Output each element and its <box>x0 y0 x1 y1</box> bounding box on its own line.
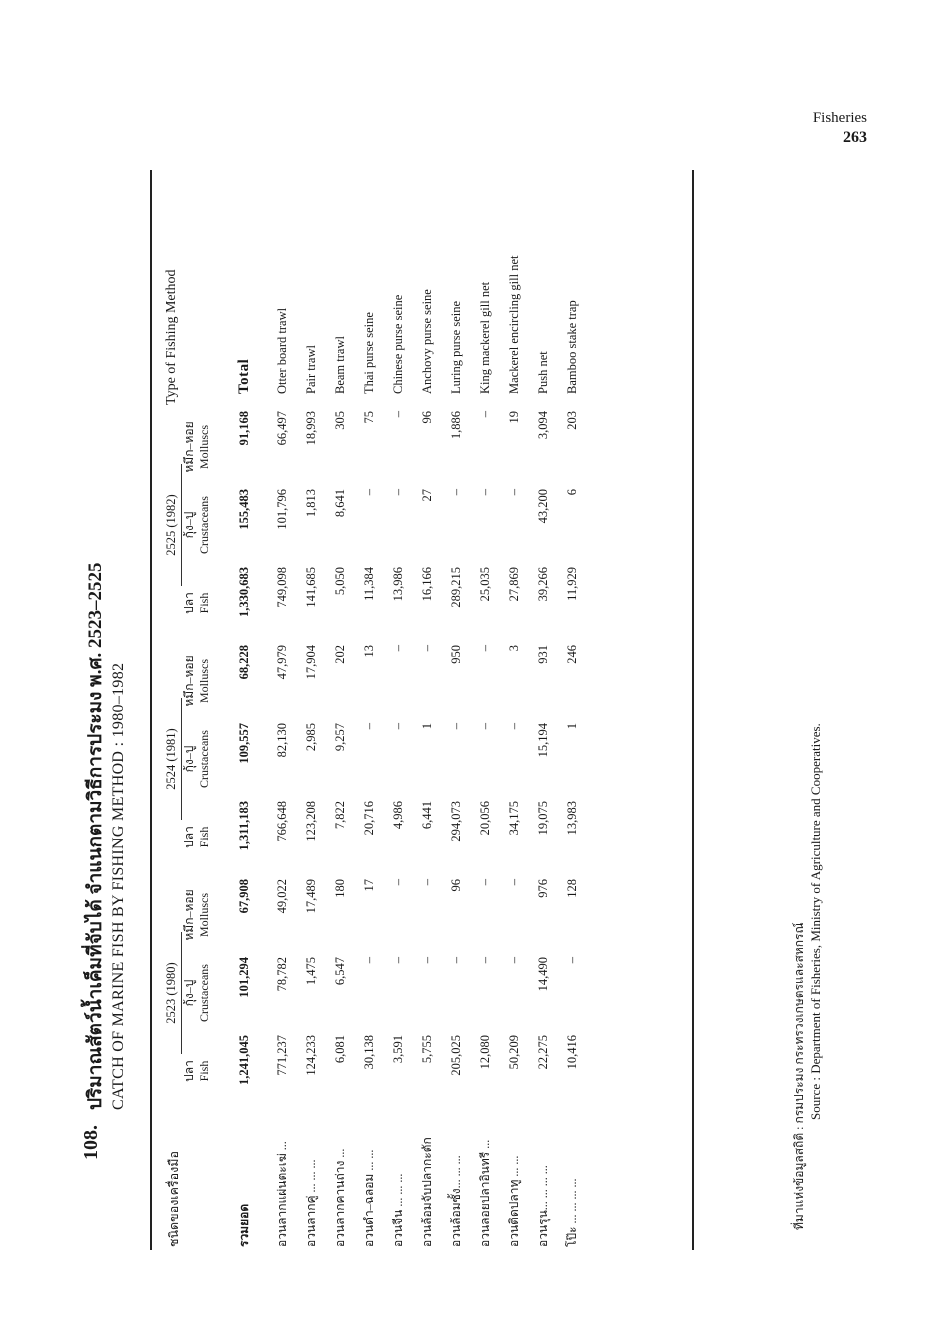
subheader-crustaceans: กุ้ง–ปู Crustaceans <box>182 730 211 788</box>
method-name-thai: อวนดำ–ฉลอม ... ... <box>362 1149 376 1247</box>
year-header-1982: 2525 (1982) <box>152 408 182 642</box>
method-name-thai: รวมยอด <box>236 1203 251 1247</box>
value-cell: 78,782 <box>275 957 289 992</box>
total-row <box>220 170 268 1250</box>
value-cell: 1,886 <box>449 411 463 440</box>
table-row <box>471 170 500 1250</box>
value-cell: 16,166 <box>420 567 434 602</box>
year-header-1980: 2523 (1980) <box>152 876 182 1110</box>
value-cell: 1 <box>565 723 579 730</box>
method-name-english: Thai purse seine <box>362 312 376 394</box>
value-cell: 17,489 <box>304 879 318 914</box>
method-name-english: Mackerel encircling gill net <box>507 255 521 394</box>
value-cell: 13 <box>362 645 376 658</box>
value-cell: – <box>420 879 434 886</box>
value-cell: 8,641 <box>333 489 347 518</box>
value-cell: – <box>507 723 521 730</box>
type-header-english: Type of Fishing Method <box>164 269 179 405</box>
value-cell: 5,755 <box>420 1035 434 1064</box>
value-cell: 155,483 <box>236 489 251 530</box>
method-name-english: Push net <box>536 351 550 394</box>
method-name-english: Chinese purse seine <box>391 294 405 394</box>
value-cell: 289,215 <box>449 567 463 608</box>
value-cell: 101,796 <box>275 489 289 530</box>
value-cell: 19,075 <box>536 801 550 836</box>
method-name-thai: อวนล้อมจับปลากะตัก <box>420 1137 434 1247</box>
value-cell: 1 <box>420 723 434 730</box>
subheader-molluscs: หมึก–หอย Molluscs <box>182 889 211 941</box>
value-cell: 202 <box>333 645 347 664</box>
value-cell: – <box>362 957 376 964</box>
value-cell: – <box>391 723 405 730</box>
value-cell: – <box>420 957 434 964</box>
table-row <box>413 170 442 1250</box>
subheader-molluscs: หมึก–หอย Molluscs <box>182 421 211 473</box>
value-cell: 203 <box>565 411 579 430</box>
value-cell: – <box>449 723 463 730</box>
value-cell: 3,094 <box>536 411 550 440</box>
value-cell: 1,311,183 <box>236 801 251 851</box>
value-cell: 7,822 <box>333 801 347 830</box>
value-cell: 96 <box>420 411 434 424</box>
value-cell: 11,384 <box>362 567 376 601</box>
value-cell: 82,130 <box>275 723 289 758</box>
method-name-english: Bamboo stake trap <box>565 300 579 394</box>
table-row <box>384 170 413 1250</box>
value-cell: – <box>391 879 405 886</box>
value-cell: – <box>507 957 521 964</box>
table-row <box>442 170 471 1250</box>
value-cell: 2,985 <box>304 723 318 752</box>
page-header <box>813 108 867 148</box>
value-cell: – <box>391 489 405 496</box>
value-cell: – <box>478 645 492 652</box>
table-row <box>355 170 384 1250</box>
table-row <box>326 170 355 1250</box>
method-name-english: Luring purse seine <box>449 300 463 394</box>
value-cell: 27 <box>420 489 434 502</box>
subheader-fish: ปลา Fish <box>182 1060 211 1082</box>
section-name: Fisheries <box>812 110 867 126</box>
value-cell: 6,081 <box>333 1035 347 1064</box>
value-cell: 17,904 <box>304 645 318 680</box>
value-cell: 1,813 <box>304 489 318 518</box>
title-english: CATCH OF MARINE FISH BY FISHING METHOD : 1980–1982 <box>110 662 127 1110</box>
value-cell: 34,175 <box>507 801 521 836</box>
subheader-fish: ปลา Fish <box>182 592 211 614</box>
method-name-thai: อวนรุน... ... ... ... <box>536 1165 550 1247</box>
value-cell: – <box>449 489 463 496</box>
method-name-thai: อวนล้อมซั้ง... ... ... <box>449 1155 463 1247</box>
value-cell: 11,929 <box>565 567 579 601</box>
value-cell: 17 <box>362 879 376 892</box>
value-cell: 4,986 <box>391 801 405 830</box>
value-cell: – <box>478 957 492 964</box>
method-name-english: Otter board trawl <box>275 307 289 394</box>
value-cell: – <box>478 489 492 496</box>
value-cell: 305 <box>333 411 347 430</box>
value-cell: 123,208 <box>304 801 318 842</box>
value-cell: – <box>507 879 521 886</box>
value-cell: 91,168 <box>236 411 251 446</box>
value-cell: 128 <box>565 879 579 898</box>
value-cell: – <box>362 489 376 496</box>
value-cell: 931 <box>536 645 550 664</box>
value-cell: 27,869 <box>507 567 521 602</box>
value-cell: 12,080 <box>478 1035 492 1070</box>
subheader-crustaceans: กุ้ง–ปู Crustaceans <box>182 964 211 1022</box>
value-cell: 50,209 <box>507 1035 521 1070</box>
value-cell: 10,416 <box>565 1035 579 1070</box>
value-cell: 9,257 <box>333 723 347 752</box>
value-cell: 180 <box>333 879 347 898</box>
table-row <box>558 170 587 1250</box>
source-notes <box>790 170 830 1250</box>
value-cell: 141,685 <box>304 567 318 608</box>
value-cell: 6,441 <box>420 801 434 830</box>
value-cell: 109,557 <box>236 723 251 764</box>
value-cell: 124,233 <box>304 1035 318 1076</box>
value-cell: – <box>391 411 405 418</box>
method-name-english: Beam trawl <box>333 336 347 394</box>
table-body <box>220 170 587 1250</box>
bottom-rule <box>692 170 694 1250</box>
method-name-thai: อวนจีน ... ... ... <box>391 1173 405 1247</box>
method-name-english: King mackerel gill net <box>478 281 492 394</box>
value-cell: 25,035 <box>478 567 492 602</box>
value-cell: – <box>391 645 405 652</box>
value-cell: 39,266 <box>536 567 550 602</box>
value-cell: 771,237 <box>275 1035 289 1076</box>
value-cell: 6,547 <box>333 957 347 986</box>
value-cell: – <box>507 489 521 496</box>
value-cell: 3 <box>507 645 521 652</box>
year-header-1981: 2524 (1981) <box>152 642 182 876</box>
value-cell: 18,993 <box>304 411 318 446</box>
value-cell: 205,025 <box>449 1035 463 1076</box>
value-cell: 20,056 <box>478 801 492 836</box>
value-cell: – <box>478 411 492 418</box>
value-cell: 68,228 <box>236 645 251 680</box>
value-cell: 13,983 <box>565 801 579 836</box>
value-cell: 30,138 <box>362 1035 376 1070</box>
title-thai: ปริมาณสัตว์น้ำเค็มที่จับได้ จำแนกตามวิธีการประมง พ.ศ. 2523–2525 <box>85 562 106 1110</box>
value-cell: – <box>565 957 579 964</box>
subheader-crustaceans: กุ้ง–ปู Crustaceans <box>182 496 211 554</box>
value-cell: 6 <box>565 489 579 496</box>
method-name-thai: อวนลากแผ่นตะเฆ่ ... <box>275 1141 289 1247</box>
value-cell: – <box>420 645 434 652</box>
method-name-thai: อวนติดปลาทู ... ... <box>507 1155 521 1247</box>
source-thai: ที่มาแห่งข้อมูลสถิติ : กรมประมง กระทรวงเกษตรและสหกรณ์ <box>792 922 806 1230</box>
type-header-thai: ชนิดของเครื่องมือ <box>167 1150 181 1247</box>
table-row <box>500 170 529 1250</box>
table-number: 108. <box>80 1125 102 1160</box>
value-cell: 3,591 <box>391 1035 405 1064</box>
subheader-molluscs: หมึก–หอย Molluscs <box>182 655 211 707</box>
method-name-english: Total <box>235 358 252 394</box>
source-english: Source : Department of Fisheries, Ministry of Agriculture and Cooperatives. <box>808 723 823 1120</box>
table-row <box>297 170 326 1250</box>
value-cell: 1,330,683 <box>236 567 251 617</box>
value-cell: 5,050 <box>333 567 347 596</box>
value-cell: 766,648 <box>275 801 289 842</box>
rotated-table-page <box>80 170 823 1250</box>
method-name-thai: อวนลากคู่ ... ... ... <box>304 1159 318 1247</box>
value-cell: 1,475 <box>304 957 318 986</box>
value-cell: 101,294 <box>236 957 251 998</box>
value-cell: – <box>391 957 405 964</box>
value-cell: 14,490 <box>536 957 550 992</box>
method-name-thai: โป๊ะ ... ... ... ... <box>565 1178 579 1247</box>
value-cell: 19 <box>507 411 521 424</box>
value-cell: 49,022 <box>275 879 289 914</box>
value-cell: – <box>478 879 492 886</box>
value-cell: – <box>478 723 492 730</box>
value-cell: – <box>449 957 463 964</box>
value-cell: – <box>362 723 376 730</box>
table-row <box>529 170 558 1250</box>
value-cell: 950 <box>449 645 463 664</box>
method-name-english: Pair trawl <box>304 345 318 394</box>
value-cell: 96 <box>449 879 463 892</box>
table-row <box>268 170 297 1250</box>
value-cell: 43,200 <box>536 489 550 524</box>
method-name-thai: อวนลากคานถ่าง ... <box>333 1148 347 1247</box>
page-number: 263 <box>843 129 867 146</box>
method-name-english: Anchovy purse seine <box>420 289 434 394</box>
value-cell: 13,986 <box>391 567 405 602</box>
table-titles <box>80 170 140 1250</box>
subheader-fish: ปลา Fish <box>182 826 211 848</box>
value-cell: 20,716 <box>362 801 376 836</box>
catch-table-grid <box>152 170 587 1250</box>
value-cell: 976 <box>536 879 550 898</box>
value-cell: 75 <box>362 411 376 424</box>
method-name-thai: อวนลอยปลาอินทรี ... <box>478 1139 492 1247</box>
catch-table <box>150 170 587 1250</box>
value-cell: 67,908 <box>236 879 251 914</box>
value-cell: 246 <box>565 645 579 664</box>
value-cell: 294,073 <box>449 801 463 842</box>
value-cell: 1,241,045 <box>236 1035 251 1085</box>
value-cell: 66,497 <box>275 411 289 446</box>
value-cell: 749,098 <box>275 567 289 608</box>
value-cell: 15,194 <box>536 723 550 758</box>
value-cell: 47,979 <box>275 645 289 680</box>
value-cell: 22,275 <box>536 1035 550 1070</box>
